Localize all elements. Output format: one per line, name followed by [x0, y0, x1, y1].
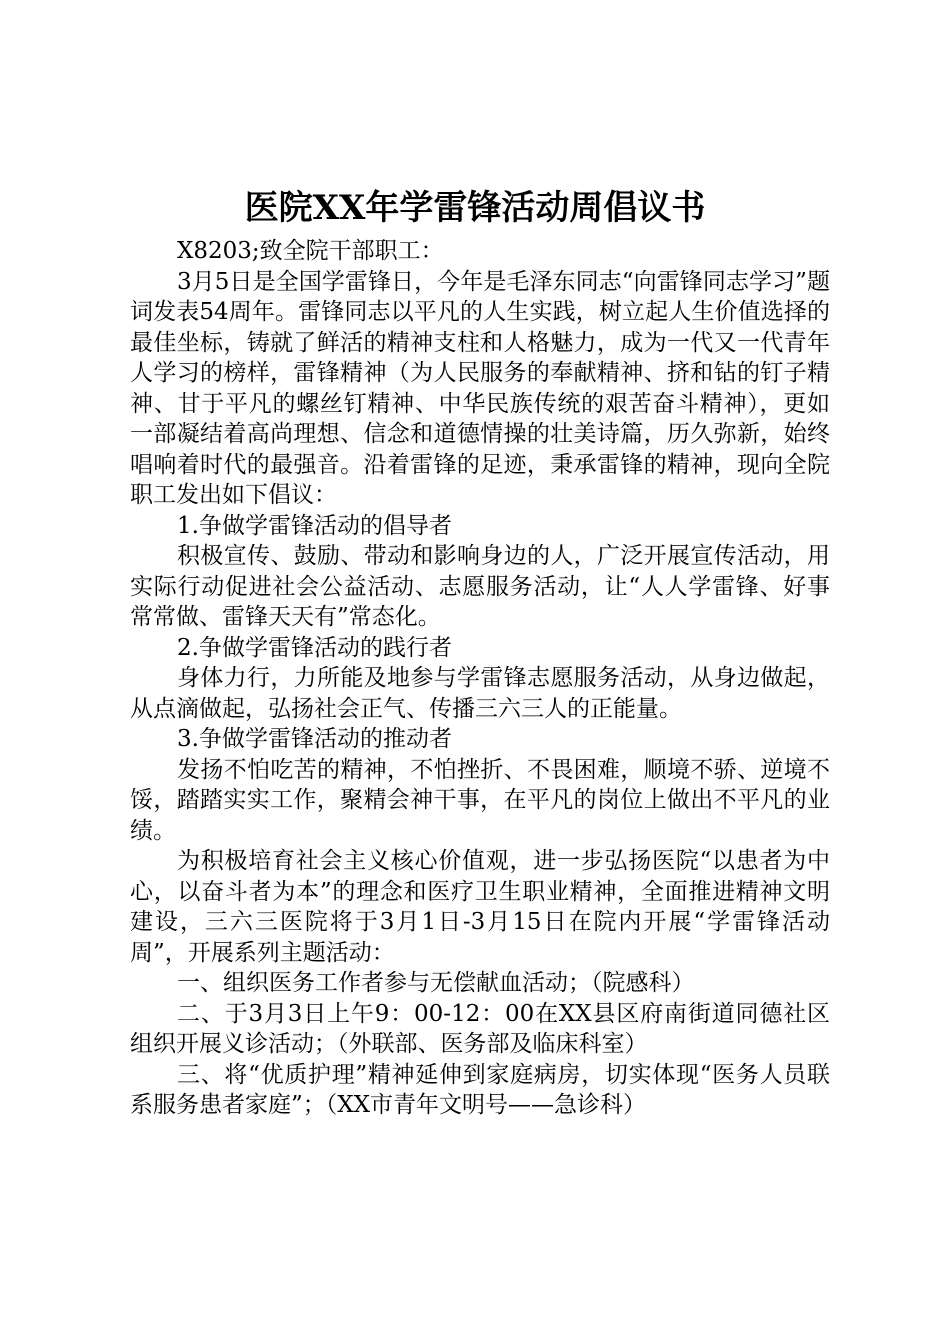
- activity-item-1: 一、组织医务工作者参与无偿献血活动；（院感科）: [177, 970, 695, 996]
- heading-item-2: 2.争做学雷锋活动的践行者: [177, 634, 452, 661]
- document-title: 医院XX年学雷锋活动周倡议书: [244, 188, 706, 228]
- paragraph-intro: 3月5日是全国学雷锋日，今年是毛泽东同志“向雷锋同志学习”题词发表54周年。雷锋同志以平凡的人生实践，树立起人生价值选择的最佳坐标，铸就了鲜活的精神支柱和人格魅力，成为一代又一代青年人学习的榜样，雷锋精神（为人民服务的奉献精神、挤和钻的钉子精神、甘于平凡的螺丝钉精神、中华民族传统的艰苦奋斗精神），更如一部凝结着高尚理想、信念和道德情操的壮美诗篇，历久弥新，始终唱响着时代的最强音。沿着雷锋的足迹，秉承雷锋的精神，现向全院职工发出如下倡议：: [130, 268, 830, 508]
- document-body: [130, 236, 830, 1121]
- paragraph-activity-week: 为积极培育社会主义核心价值观，进一步弘扬医院“以患者为中心，以奋斗者为本”的理念和医疗卫生职业精神，全面推进精神文明建设，三六三医院将于3月1日-3月15日在院内开展“学雷锋活动周”，开展系列主题活动：: [130, 848, 830, 966]
- activity-item-3: 三、将“优质护理”精神延伸到家庭病房，切实体现“医务人员联系服务患者家庭”；（XX市青年文明号——急诊科）: [130, 1061, 830, 1118]
- paragraph-item-1: 积极宣传、鼓励、带动和影响身边的人，广泛开展宣传活动，用实际行动促进社会公益活动、志愿服务活动，让“人人学雷锋、好事常常做、雷锋天天有”常态化。: [130, 543, 830, 630]
- paragraph-item-2: 身体力行，力所能及地参与学雷锋志愿服务活动，从身边做起，从点滴做起，弘扬社会正气、传播三六三人的正能量。: [130, 665, 830, 722]
- heading-item-1: 1.争做学雷锋活动的倡导者: [177, 512, 452, 539]
- activity-item-2: 二、于3月3日上午9：00-12：00在XX县区府南街道同德社区组织开展义诊活动；（外联部、医务部及临床科室）: [130, 1000, 830, 1057]
- heading-item-3: 3.争做学雷锋活动的推动者: [177, 726, 452, 752]
- salutation: X8203;致全院干部职工：: [177, 238, 444, 264]
- paragraph-item-3: 发扬不怕吃苦的精神，不怕挫折、不畏困难，顺境不骄、逆境不馁，踏踏实实工作，聚精会神干事，在平凡的岗位上做出不平凡的业绩。: [130, 756, 830, 844]
